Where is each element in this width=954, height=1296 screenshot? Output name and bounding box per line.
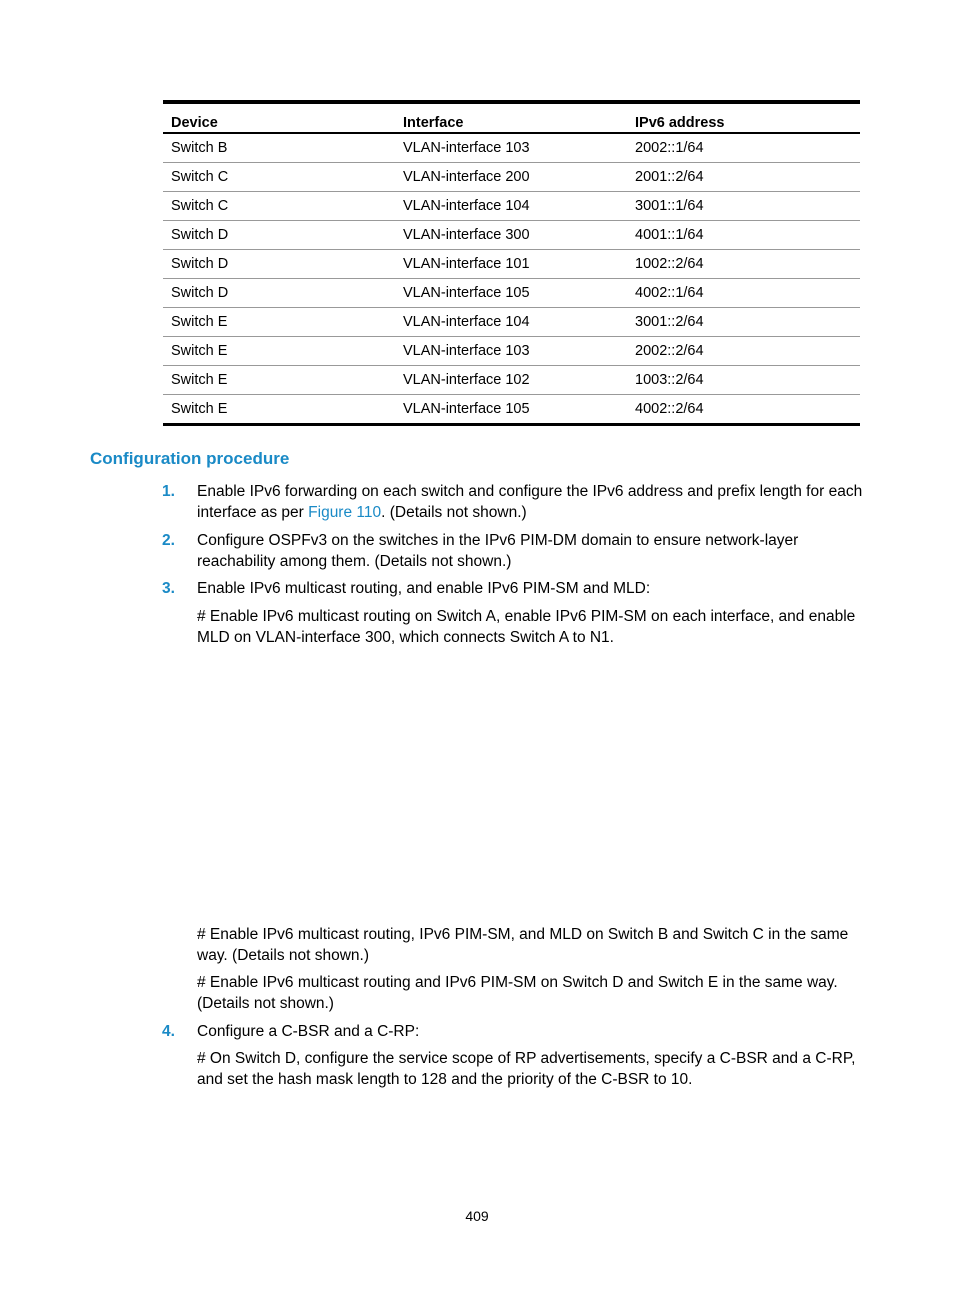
device-cell: Switch E <box>163 337 395 366</box>
ipv6-address-cell: 2002::2/64 <box>627 337 860 366</box>
table-row <box>163 250 860 279</box>
switch-de-note: # Enable IPv6 multicast routing and IPv6 PIM-SM on Switch D and Switch E in the same way. (Details not shown.) <box>197 974 838 1012</box>
figure-link[interactable]: Figure 110 <box>308 504 382 521</box>
step-number: 4. <box>162 1023 175 1040</box>
step-number: 3. <box>162 580 175 597</box>
interface-cell: VLAN-interface 101 <box>395 250 627 279</box>
step-text: Configure a C-BSR and a C-RP: <box>197 1023 420 1040</box>
ipv6-address-cell: 2002::1/64 <box>627 133 860 163</box>
switch-bc-note: # Enable IPv6 multicast routing, IPv6 PIM-SM, and MLD on Switch B and Switch C in the same way. (Details not shown.) <box>197 926 849 964</box>
column-header-device: Device <box>163 102 395 133</box>
device-cell: Switch E <box>171 401 228 417</box>
table-row <box>163 192 860 221</box>
interface-cell: VLAN-interface 105 <box>395 279 627 308</box>
interface-cell: VLAN-interface 200 <box>395 163 627 192</box>
interface-cell: VLAN-interface 300 <box>395 221 627 250</box>
interface-cell: VLAN-interface 103 <box>395 337 627 366</box>
step-text: Enable IPv6 multicast routing, and enable IPv6 PIM-SM and MLD: <box>197 580 651 597</box>
step-text <box>197 481 869 523</box>
ipv6-address-cell: 3001::1/64 <box>627 192 860 221</box>
device-cell: Switch D <box>163 250 395 279</box>
table-header-row <box>163 102 860 133</box>
interface-cell: VLAN-interface 104 <box>395 192 627 221</box>
interface-cell: VLAN-interface 105 <box>403 401 530 417</box>
ipv6-address-table <box>163 100 860 426</box>
ipv6-address-cell: 2001::2/64 <box>627 163 860 192</box>
switch-a-note: # Enable IPv6 multicast routing on Switch A, enable IPv6 PIM-SM on each interface, and enable MLD on VLAN-interface 300, which connects Switch A to N1. <box>197 608 856 646</box>
device-cell: Switch B <box>163 133 395 163</box>
step-text: Configure OSPFv3 on the switches in the IPv6 PIM-DM domain to ensure network-layer reachability among them. (Details not shown.) <box>197 532 799 570</box>
column-header-ipv6-address: IPv6 address <box>627 102 860 133</box>
table-body <box>163 133 860 425</box>
page-number: 409 <box>465 1208 489 1224</box>
device-cell: Switch E <box>163 366 395 395</box>
column-header-interface: Interface <box>395 102 627 133</box>
interface-cell: VLAN-interface 104 <box>395 308 627 337</box>
table-row <box>163 163 860 192</box>
interface-cell: VLAN-interface 102 <box>395 366 627 395</box>
step-text-part: Enable IPv6 forwarding on each switch and configure the IPv6 address and prefix length for each interface as per <box>197 483 863 521</box>
device-cell: Switch D <box>163 279 395 308</box>
table-row <box>163 133 860 163</box>
interface-cell: VLAN-interface 103 <box>395 133 627 163</box>
step-number: 1. <box>162 483 175 500</box>
device-cell: Switch C <box>163 192 395 221</box>
table-row <box>163 395 860 425</box>
ipv6-address-cell: 1003::2/64 <box>627 366 860 395</box>
ipv6-address-cell: 4002::2/64 <box>635 401 704 417</box>
table-row <box>163 308 860 337</box>
step-text-part: . (Details not shown.) <box>381 504 527 521</box>
table-row <box>163 337 860 366</box>
section-heading: Configuration procedure <box>90 449 290 468</box>
device-cell: Switch C <box>163 163 395 192</box>
ipv6-address-cell: 3001::2/64 <box>627 308 860 337</box>
ipv6-address-cell: 1002::2/64 <box>627 250 860 279</box>
step-number: 2. <box>162 532 175 549</box>
table-row <box>163 279 860 308</box>
switch-d-bsr-note: # On Switch D, configure the service scope of RP advertisements, specify a C-BSR and a C-RP, and set the hash mask length to 128 and the priority of the C-BSR to 10. <box>197 1050 856 1088</box>
ipv6-address-cell: 4001::1/64 <box>627 221 860 250</box>
table-row <box>163 366 860 395</box>
device-cell: Switch E <box>163 308 395 337</box>
device-cell: Switch D <box>163 221 395 250</box>
ipv6-address-cell: 4002::1/64 <box>627 279 860 308</box>
table-row <box>163 221 860 250</box>
